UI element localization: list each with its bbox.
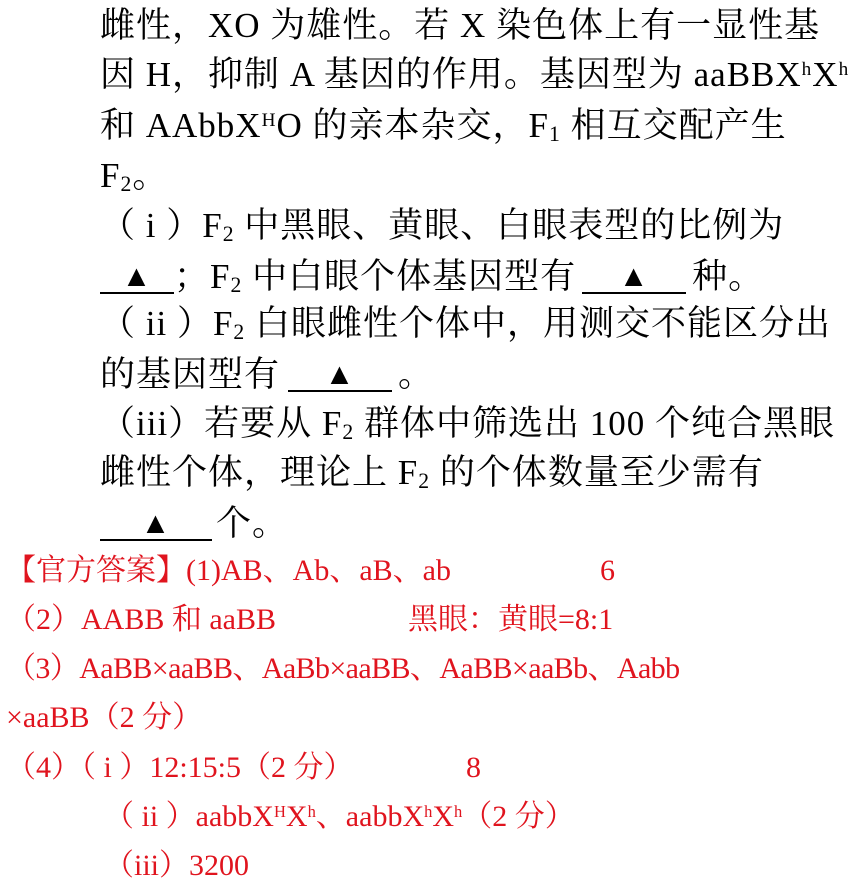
- question-text: X: [812, 55, 839, 94]
- answer-text: X: [285, 800, 308, 833]
- triangle-icon: ▲: [140, 507, 172, 540]
- subquestion-ii-line-2: [100, 356, 434, 392]
- answer-text: ×aaBB（2 分）: [6, 701, 203, 734]
- subquestion-iii-line-3: [100, 505, 288, 541]
- subscript: 2: [222, 221, 235, 246]
- answer-blank: [582, 258, 686, 294]
- question-text: 。: [398, 355, 435, 394]
- question-text: 雌性个体，理论上 F: [100, 453, 419, 492]
- subscript: 2: [230, 272, 243, 297]
- answer-label: 【官方答案】: [6, 554, 186, 587]
- question-text: 的个体数量至少需有: [430, 453, 764, 492]
- answer-blank: [100, 258, 174, 294]
- triangle-icon: ▲: [324, 358, 356, 391]
- question-text: 种。: [692, 257, 765, 296]
- answer-text: (1)AB、Ab、aB、ab: [186, 554, 451, 587]
- answer-line-3: [6, 654, 679, 684]
- superscript: h: [801, 59, 813, 81]
- subscript: 2: [120, 171, 133, 196]
- answer-text: （ ii ）aabbX: [104, 800, 274, 833]
- answer-text: （4）（ i ）12:15:5（2 分）: [6, 751, 354, 784]
- superscript: H: [261, 110, 277, 132]
- subscript: 2: [342, 419, 355, 444]
- subscript: 2: [233, 319, 246, 344]
- question-line-2: [100, 57, 849, 92]
- answer-line-4: [6, 753, 354, 783]
- answer-line-5: [104, 802, 575, 832]
- triangle-icon: ▲: [618, 260, 650, 293]
- superscript: H: [273, 801, 286, 821]
- question-text: 的基因型有: [100, 355, 281, 394]
- subquestion-ii-line-1: [100, 304, 832, 344]
- answer-text: （iii）3200: [104, 849, 250, 882]
- answer-value: 黑眼：黄眼=8:1: [408, 603, 614, 636]
- subquestion-iii-line-1: [100, 404, 835, 444]
- answer-value: 6: [600, 554, 615, 587]
- answer-blank: [288, 356, 392, 392]
- question-text: （ ii ）F: [100, 304, 234, 343]
- question-text: F: [100, 156, 121, 195]
- question-text: O 的亲本杂交，F: [276, 106, 549, 145]
- answer-line-3b: [6, 703, 202, 733]
- question-text: 。: [132, 156, 169, 195]
- question-text: 中白眼个体基因型有: [242, 257, 577, 296]
- question-text: 和 AAbbX: [100, 106, 262, 145]
- question-text: 雌性，XO 为雄性。若 X 染色体上有一显性基: [100, 6, 821, 45]
- answer-text: （3）AaBB×aaBB、AaBb×aaBB、AaBB×aaBb、Aabb: [6, 652, 680, 685]
- question-text: 白眼雌性个体中，用测交不能区分出: [245, 304, 832, 343]
- superscript: h: [454, 801, 463, 821]
- question-text: 个。: [216, 504, 289, 543]
- answer-value: 8: [466, 751, 481, 784]
- triangle-icon: ▲: [121, 260, 153, 293]
- question-text: 相互交配产生: [560, 106, 787, 145]
- subquestion-i-line-2: [100, 257, 765, 297]
- answer-line-1: [6, 556, 451, 586]
- question-line-4: [100, 156, 169, 196]
- question-text: 因 H，抑制 A 基因的作用。基因型为 aaBBX: [100, 55, 802, 94]
- answer-blank: [100, 505, 212, 541]
- question-line-1: [100, 8, 820, 43]
- answer-text: （2）AABB 和 aaBB: [6, 603, 276, 636]
- answer-text: （2 分）: [462, 800, 575, 833]
- answer-text: X: [432, 800, 455, 833]
- subquestion-i-line-1: [100, 206, 785, 246]
- subscript: 1: [548, 121, 561, 146]
- superscript: h: [307, 801, 316, 821]
- subscript: 2: [418, 468, 431, 493]
- question-text: （iii）若要从 F: [100, 404, 343, 443]
- question-text: 群体中筛选出 100 个纯合黑眼: [354, 404, 835, 443]
- question-text: （ i ）F: [100, 206, 223, 245]
- superscript: h: [838, 59, 850, 81]
- answer-text: 、aabbX: [315, 800, 425, 833]
- question-text: 中黑眼、黄眼、白眼表型的比例为: [234, 206, 785, 245]
- answer-line-6: [104, 851, 249, 881]
- question-line-3: [100, 106, 787, 146]
- answer-line-2: [6, 605, 276, 635]
- subquestion-iii-line-2: [100, 453, 764, 493]
- question-text: ；F: [174, 257, 231, 296]
- superscript: h: [424, 801, 433, 821]
